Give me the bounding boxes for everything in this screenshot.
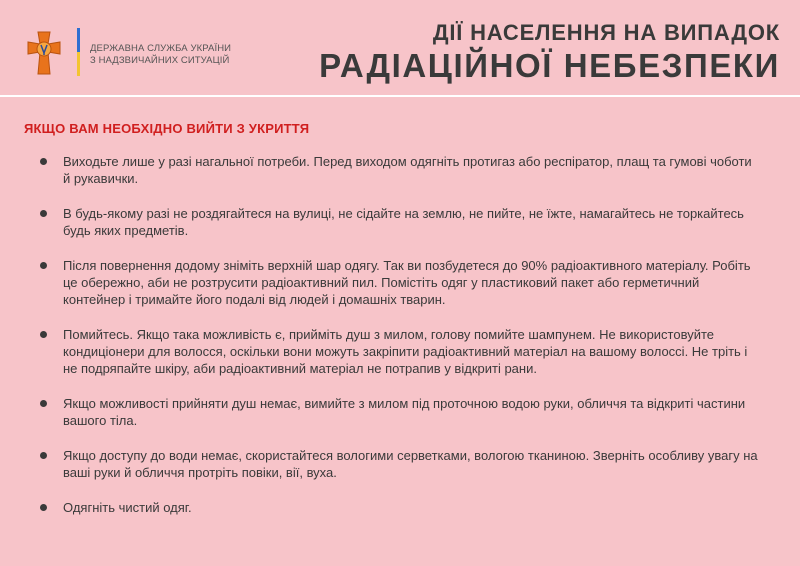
bullet-dot-icon	[40, 504, 47, 511]
list-item	[40, 499, 760, 516]
list-item	[40, 447, 760, 481]
header	[0, 0, 800, 92]
list-item	[40, 326, 760, 377]
list-item	[40, 153, 760, 187]
bullet-dot-icon	[40, 400, 47, 407]
list-item-text: Якщо доступу до води немає, скористайтеся вологими серветками, вологою тканиною. Зверніть особливу увагу на ваші руки й обличчя протріть повіки, вії, вуха.	[63, 448, 758, 480]
list-item-text: Якщо можливості прийняти душ немає, вимийте з милом під проточною водою руки, обличчя та відкриті частини вашого тіла.	[63, 396, 746, 428]
organization-name	[90, 43, 231, 67]
bullet-dot-icon	[40, 262, 47, 269]
list-item-text: Одягніть чистий одяг.	[63, 500, 192, 515]
title-line-2: РАДІАЦІЙНОЇ НЕБЕЗПЕКИ	[319, 47, 780, 84]
list-item	[40, 395, 760, 429]
list-item-text: Виходьте лише у разі нагальної потреби. Перед виходом одягніть протигаз або респіратор, плащ та гумові чоботи й рукавички.	[63, 154, 752, 186]
bullet-dot-icon	[40, 210, 47, 217]
list-item-text: Після повернення додому зніміть верхній шар одягу. Так ви позбудетеся до 90% радіоактивного матеріалу. Робіть це обережно, аби не розтрусити радіоактивний пил. Помістіть одяг у пластиковий пакет або герметичний контейнер і тримайте його подалі від людей і домашніх тварин.	[63, 258, 751, 307]
instruction-list	[40, 153, 760, 534]
list-item	[40, 257, 760, 308]
list-item-text: Помийтесь. Якщо така можливість є, прийміть душ з милом, голову помийте шампунем. Не використовуйте кондиціонери для волосся, оскільки вони можуть закріпити радіоактивний матеріал на вашому волоссі. Не тріть і не подряпайте шкіру, аби радіоактивний матеріал не потрапив у відкриті рани.	[63, 327, 748, 376]
bullet-dot-icon	[40, 452, 47, 459]
title-line-1: ДІЇ НАСЕЛЕННЯ НА ВИПАДОК	[432, 20, 780, 45]
header-divider	[0, 95, 800, 97]
bullet-dot-icon	[40, 158, 47, 165]
section-title: ЯКЩО ВАМ НЕОБХІДНО ВИЙТИ З УКРИТТЯ	[24, 121, 310, 136]
list-item-text: В будь-якому разі не роздягайтеся на вулиці, не сідайте на землю, не пийте, не їжте, намагайтесь не торкайтесь будь яких предметів.	[63, 206, 744, 238]
flag-divider	[77, 28, 80, 76]
bullet-dot-icon	[40, 331, 47, 338]
dsns-emblem-icon	[24, 30, 64, 76]
list-item	[40, 205, 760, 239]
org-line-1: ДЕРЖАВНА СЛУЖБА УКРАЇНИ	[90, 43, 232, 54]
org-line-2: З НАДЗВИЧАЙНИХ СИТУАЦІЙ	[90, 55, 230, 66]
